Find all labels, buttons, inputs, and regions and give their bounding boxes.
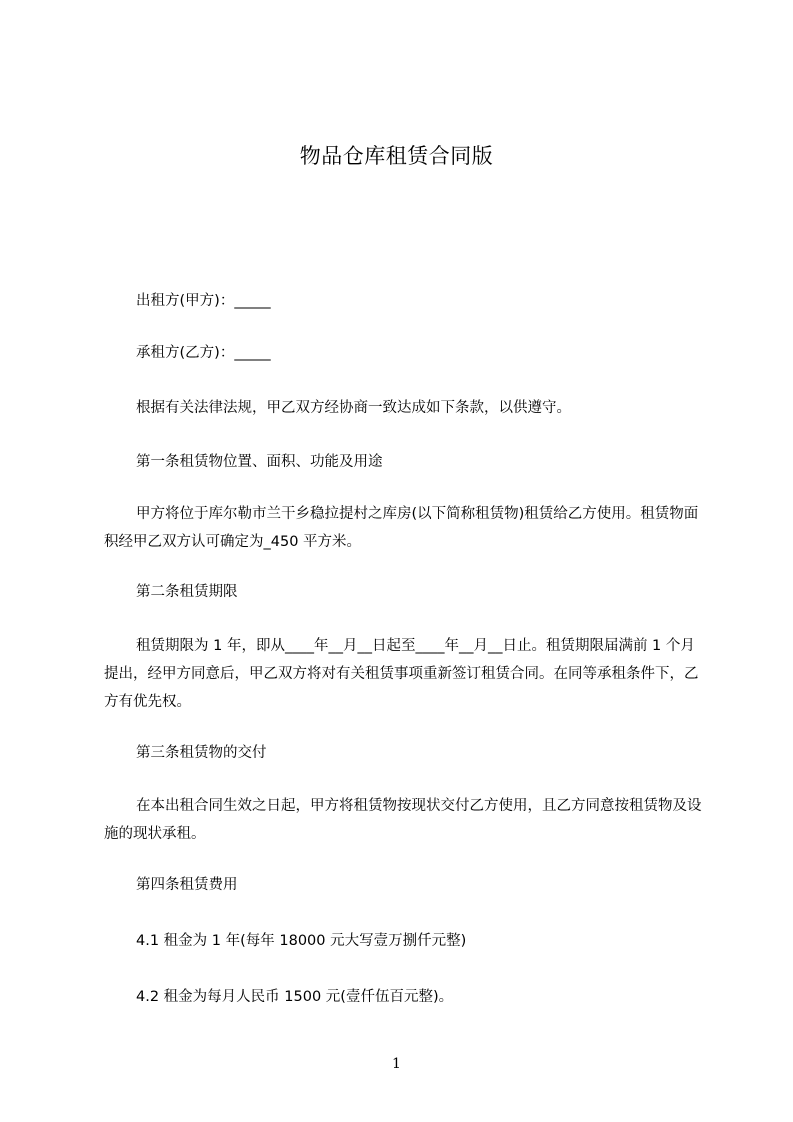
lessee-line: 承租方(乙方)：_____ [136,345,271,361]
preamble-paragraph: 根据有关法律法规，甲乙双方经协商一致达成如下条款，以供遵守。 [136,400,571,416]
document-title: 物品仓库租赁合同版 [299,144,494,168]
article-2-body: 租赁期限为 1 年，即从____年__月__日起至____年__月__日止。租赁期限届满前 1 个月提出，经甲方同意后，甲乙双方将对有关租赁事项重新签订租赁合同。在同等承租条件下，乙方有优先权。 [104,638,699,710]
article-3-heading: 第三条租赁物的交付 [136,745,267,761]
article-4-heading: 第四条租赁费用 [136,877,238,893]
page-number: 1 [392,1056,401,1072]
lessor-line: 出租方(甲方)：_____ [136,293,271,309]
article-1-heading: 第一条租赁物位置、面积、功能及用途 [136,454,383,470]
article-1-body: 甲方将位于库尔勒市兰干乡稳拉提村之库房(以下简称租赁物)租赁给乙方使用。租赁物面积经甲乙双方认可确定为_450 平方米。 [104,506,699,550]
article-4-item-2: 4.2 租金为每月人民币 1500 元(壹仟伍百元整)。 [136,989,454,1005]
article-4-item-1: 4.1 租金为 1 年(每年 18000 元大写壹万捌仟元整) [136,933,467,949]
article-2-heading: 第二条租赁期限 [136,584,238,600]
article-3-body: 在本出租合同生效之日起，甲方将租赁物按现状交付乙方使用，且乙方同意按租赁物及设施的现状承租。 [104,798,702,842]
